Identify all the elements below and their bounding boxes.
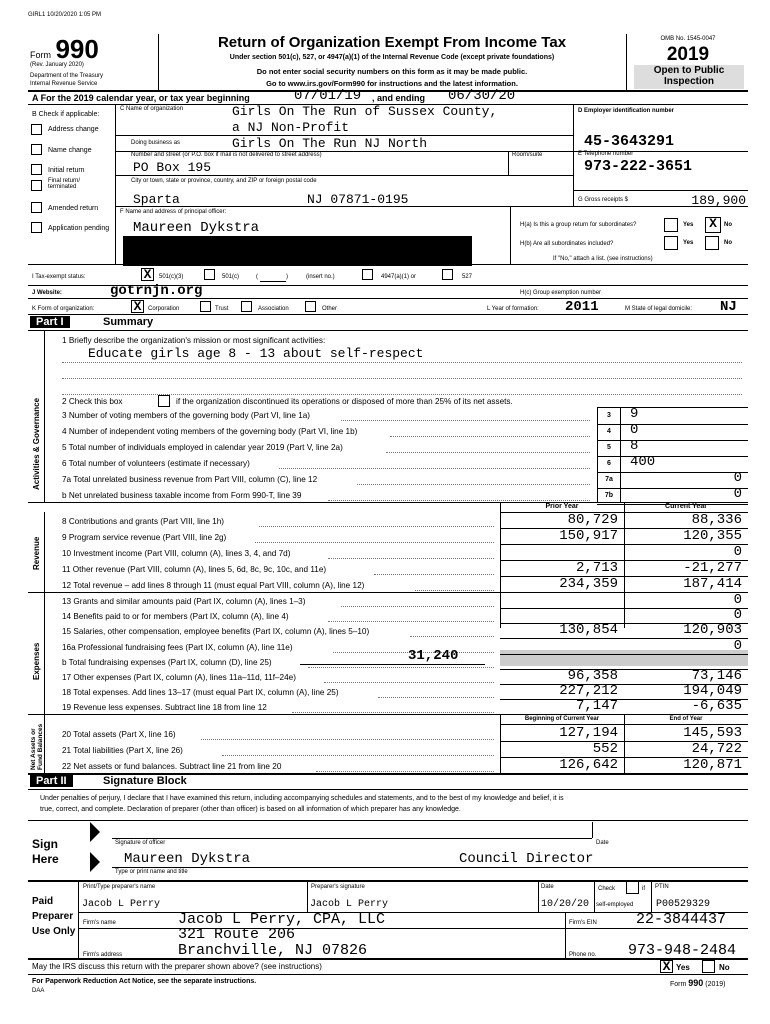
gov-line-ref: 5 — [607, 444, 611, 451]
gov-line-value: 0 — [733, 470, 742, 486]
side-revenue: Revenue — [32, 536, 41, 570]
sign-arrow-icon — [90, 822, 102, 882]
exp-line-text: 18 Total expenses. Add lines 13–17 (must equal Part IX, column (A), line 25) — [62, 688, 339, 698]
firm-name: Jacob L Perry, CPA, LLC — [178, 911, 386, 928]
exp-current-value: -6,635 — [691, 698, 742, 715]
leader-dots — [386, 452, 590, 453]
opt-4947: 4947(a)(1) or — [381, 274, 417, 280]
phone: 973-222-3651 — [584, 158, 693, 175]
net-line-text: 20 Total assets (Part X, line 16) — [62, 730, 176, 739]
exp-line-text: 15 Salaries, other compensation, employee benefits (Part IX, column (A), lines 5–10) — [62, 627, 370, 637]
h-a-label: H(a) Is this a group return for subordinates? — [520, 222, 637, 228]
rev-current-value: 120,355 — [683, 528, 742, 544]
discuss-no-box[interactable] — [702, 960, 715, 973]
h-a-yes-label: Yes — [683, 222, 694, 228]
row-rule — [597, 440, 748, 441]
dba-label: Doing business as — [131, 140, 181, 146]
check-4947[interactable] — [362, 269, 373, 280]
city-label: City or town, state or province, country, and ZIP or foreign postal code — [131, 178, 317, 184]
rev-prior-value: 234,359 — [559, 576, 618, 592]
line-a-label: A For the 2019 calendar year, or tax year beginning — [32, 93, 250, 103]
rev-line-text: 11 Other revenue (Part VIII, column (A), lines 5, 6d, 8c, 9c, 10c, and 11e) — [62, 565, 327, 574]
final-return-label: Final return/ terminated — [48, 178, 81, 190]
sig-date-label: Date — [596, 840, 609, 846]
city: Sparta — [133, 192, 180, 207]
paid-label: Paid — [32, 896, 54, 907]
open-public-text: Open to Public — [653, 65, 725, 76]
org-name-2: a NJ Non-Profit — [232, 120, 350, 135]
discuss-yes-label: Yes — [676, 963, 690, 972]
gov-line-value: 0 — [630, 422, 639, 438]
check-amended-return[interactable] — [31, 202, 42, 213]
preparer-date: 10/20/20 — [541, 899, 590, 910]
opt-association: Association — [258, 306, 289, 312]
leader-dots — [308, 667, 494, 668]
daa-label: DAA — [32, 988, 45, 994]
street-label: Number and street (or P.O. box if mail is not delivered to street address) — [131, 152, 322, 158]
leader-dots — [259, 526, 494, 527]
exp-current-value: 0 — [733, 592, 742, 608]
rev-current-value: 88,336 — [691, 512, 742, 528]
firm-ein-label: Firm's EIN — [569, 920, 597, 926]
check-line-2[interactable] — [158, 395, 170, 407]
exp-prior-value: 227,212 — [559, 683, 618, 700]
h-b-no-label: No — [724, 240, 732, 246]
exp-current-value: 73,146 — [691, 668, 742, 684]
leader-dots — [324, 682, 494, 683]
gross-receipts: 189,900 — [691, 193, 746, 208]
preparer-name: Jacob L Perry — [82, 899, 161, 910]
leader-dots — [328, 500, 590, 501]
h-b-yes-box[interactable] — [664, 236, 678, 250]
preparer-ptin: P00529329 — [656, 899, 711, 910]
exp-current-value: 0 — [733, 637, 742, 654]
tax-year-end: 06/30/20 — [448, 88, 516, 104]
gov-line-ref: 4 — [607, 428, 611, 435]
here-label: Here — [32, 852, 59, 866]
gov-line-text: 3 Number of voting members of the governing body (Part VI, line 1a) — [62, 411, 311, 420]
check-527[interactable] — [442, 269, 453, 280]
ptin-label: PTIN — [655, 884, 669, 890]
check-label: Check — [598, 886, 616, 892]
net-current-value: 145,593 — [683, 725, 742, 741]
h-a-yes-box[interactable] — [664, 218, 678, 232]
leader-dots — [378, 697, 494, 698]
h-a-no-label: No — [724, 222, 732, 228]
firm-address-2: Branchville, NJ 07826 — [178, 942, 368, 959]
net-line-text: 22 Net assets or fund balances. Subtract line 21 from line 20 — [62, 762, 282, 771]
if-label: if — [642, 886, 645, 892]
dept-treasury: Department of the Treasury — [30, 73, 104, 79]
exp-prior-value: 130,854 — [559, 622, 618, 639]
exp-line-text: 13 Grants and similar amounts paid (Part IX, column (A), lines 1–3) — [62, 597, 306, 606]
rev-prior-value: 2,713 — [575, 560, 618, 576]
sign-label: Sign — [32, 837, 58, 851]
year-formation: 2011 — [565, 299, 599, 315]
website[interactable]: gotrnjn.org — [110, 283, 203, 299]
leader-dots — [255, 542, 494, 543]
dba-name: Girls On The Run NJ North — [232, 136, 428, 151]
and-ending-label: , and ending — [372, 93, 425, 103]
inspection-text: Inspection — [663, 76, 714, 87]
section-b-label: B Check if applicable: — [32, 111, 100, 118]
opt-trust: Trust — [215, 306, 229, 312]
leader-dots — [410, 636, 494, 637]
rev-current-value: 187,414 — [683, 576, 742, 592]
name-change-label: Name change — [48, 147, 92, 154]
gov-line-ref: 7b — [604, 492, 614, 499]
opt-501c: 501(c) — [222, 274, 240, 280]
leader-dots — [222, 755, 494, 756]
opt-corporation: Corporation — [148, 306, 180, 312]
net-prior-value: 552 — [592, 741, 618, 757]
gov-line-ref: 3 — [607, 412, 611, 419]
phone-label: E Telephone number — [578, 151, 634, 157]
side-activities: Activities & Governance — [32, 397, 41, 490]
org-name-1: Girls On The Run of Sussex County, — [232, 104, 498, 119]
penalty-line-1: Under penalties of perjury, I declare that I have examined this return, including accompanying schedules and statements, and to the best of my knowledge and belief, it is — [40, 795, 564, 802]
form-number: 990 — [55, 34, 99, 64]
gov-line-text: 4 Number of independent voting members of the governing body (Part VI, line 1b) — [62, 427, 358, 436]
year-formation-label: L Year of formation: — [487, 306, 539, 312]
exp-current-value: 194,049 — [683, 683, 742, 700]
firm-name-label: Firm's name — [83, 920, 116, 926]
part2-title: Signature Block — [103, 775, 187, 787]
rev-line-text: 12 Total revenue – add lines 8 through 11 (must equal Part VIII, column (A), line 12) — [62, 581, 365, 590]
line-2b: if the organization discontinued its operations or disposed of more than 25% of its net assets. — [176, 397, 513, 406]
print-stamp: GIRL1 10/20/2020 1:05 PM — [28, 12, 102, 18]
leader-dots — [279, 468, 590, 469]
rev-line-text: 9 Program service revenue (Part VIII, line 2g) — [62, 533, 227, 542]
check-corporation[interactable]: X — [131, 300, 144, 313]
prior-year-header: Prior Year — [545, 503, 579, 510]
gov-line-ref: 7a — [605, 476, 613, 483]
net-current-value: 24,722 — [691, 741, 742, 757]
rev-line-text: 8 Contributions and grants (Part VIII, line 1h) — [62, 517, 225, 526]
opt-501c3: 501(c)(3) — [159, 274, 184, 280]
check-application-pending[interactable] — [31, 222, 42, 233]
tax-year-begin: 07/01/19 — [294, 88, 362, 104]
room-label: Room/suite — [512, 152, 543, 158]
check-address-change[interactable] — [31, 124, 42, 135]
firm-phone: 973-948-2484 — [628, 942, 737, 959]
leader-dots — [341, 420, 590, 421]
h-b-note: If "No," attach a list. (see instructions) — [553, 256, 653, 262]
part2-tag: Part II — [30, 775, 73, 787]
h-b-label: H(b) Are all subordinates included? — [520, 241, 614, 247]
fundraising-16b: 31,240 — [408, 648, 459, 664]
rev-line-text: 10 Investment income (Part VIII, column (A), lines 3, 4, and 7d) — [62, 549, 291, 558]
state-zip: NJ 07871-0195 — [307, 192, 409, 207]
firm-ein: 22-3844437 — [636, 911, 727, 928]
h-a-no-box[interactable]: X — [705, 217, 721, 233]
exp-prior-value: 7,147 — [575, 698, 618, 715]
officer-name: Maureen Dykstra — [124, 851, 251, 867]
exp-line-text: 16a Professional fundraising fees (Part IX, column (A), line 11e) — [62, 642, 293, 652]
form-subtitle: Under section 501(c), 527, or 4947(a)(1) of the Internal Revenue Code (except private foundations) — [229, 54, 555, 61]
form-title: Return of Organization Exempt From Income Tax — [217, 34, 567, 51]
gov-line-ref: 6 — [607, 460, 611, 467]
side-expenses: Expenses — [32, 642, 41, 680]
gov-line-text: 7a Total unrelated business revenue from Part VIII, column (C), line 12 — [62, 475, 318, 484]
check-name-change[interactable] — [31, 144, 42, 155]
self-employed-box[interactable] — [626, 881, 639, 894]
exp-current-value: 0 — [733, 607, 742, 624]
leader-dots — [328, 558, 494, 559]
h-b-yes-label: Yes — [683, 240, 694, 246]
exp-line-text: b Total fundraising expenses (Part IX, column (D), line 25) — [62, 657, 272, 667]
leader-dots — [328, 621, 494, 622]
gov-line-value: 8 — [630, 438, 639, 454]
eoy-header: End of Year — [669, 716, 703, 722]
gov-line-text: b Net unrelated business taxable income from Form 990-T, line 39 — [62, 491, 302, 500]
address-change-label: Address change — [48, 126, 99, 133]
check-association[interactable] — [241, 301, 252, 312]
line-1: 1 Briefly describe the organization's mission or most significant activities: — [62, 336, 326, 345]
leader-dots — [341, 606, 494, 607]
exp-line-text: 19 Revenue less expenses. Subtract line 18 from line 12 — [62, 703, 267, 713]
check-501c[interactable] — [204, 269, 215, 280]
discuss-yes-box[interactable]: X — [660, 960, 673, 973]
part1-tag: Part I — [30, 316, 70, 328]
leader-dots — [374, 574, 495, 575]
opt-527: 527 — [462, 274, 473, 280]
form-rev: (Rev. January 2020) — [30, 62, 84, 68]
net-prior-value: 126,642 — [559, 757, 618, 773]
check-other[interactable] — [305, 301, 316, 312]
exp-prior-value: 96,358 — [567, 668, 618, 684]
gov-line-text: 6 Total number of volunteers (estimate if necessary) — [62, 459, 250, 468]
check-trust[interactable] — [200, 301, 211, 312]
h-b-no-box[interactable] — [705, 236, 719, 250]
prep-name-label: Print/Type preparer's name — [83, 884, 156, 890]
net-line-text: 21 Total liabilities (Part X, line 26) — [62, 746, 183, 755]
leader-dots — [390, 436, 590, 437]
org-name-label: C Name of organization — [120, 106, 184, 112]
rev-prior-value: 80,729 — [567, 512, 618, 528]
rev-prior-value: 150,917 — [559, 528, 618, 544]
line-2: 2 Check this box — [62, 397, 123, 406]
tax-year: 2019 — [666, 44, 710, 65]
use-only-label: Use Only — [32, 926, 76, 937]
mission: Educate girls age 8 - 13 about self-respect — [88, 346, 424, 361]
prep-date-label: Date — [541, 884, 554, 890]
preparer-label: Preparer — [32, 911, 74, 922]
amended-return-label: Amended return — [48, 205, 99, 212]
form-word: Form — [30, 50, 51, 60]
omb-number: OMB No. 1545-0047 — [660, 36, 716, 42]
row-rule — [597, 424, 748, 425]
exp-current-value: 120,903 — [683, 622, 742, 639]
firm-address-label: Firm's address — [83, 952, 123, 958]
discuss-no-label: No — [719, 963, 730, 972]
gov-line-value: 400 — [630, 454, 656, 470]
leader-dots — [357, 484, 590, 485]
leader-dots — [415, 590, 495, 591]
line-k-label: K Form of organization: — [32, 306, 95, 312]
gov-line-text: 5 Total number of individuals employed in calendar year 2019 (Part V, line 2a) — [62, 443, 343, 452]
principal-officer: Maureen Dykstra — [133, 220, 260, 236]
officer-title: Council Director — [459, 851, 594, 867]
domicile-label: M State of legal domicile: — [625, 306, 693, 312]
preparer-signature: Jacob L Perry — [310, 899, 389, 910]
self-employed-label: self-employed — [596, 902, 634, 908]
instructions-link[interactable]: Go to www.irs.gov/Form990 for instructions and the latest information. — [266, 79, 518, 88]
line-j-label: J Website: — [32, 290, 62, 296]
street-address: PO Box 195 — [133, 160, 212, 175]
net-current-value: 120,871 — [683, 757, 742, 773]
check-final-return[interactable] — [31, 180, 42, 191]
gov-line-value: 9 — [630, 406, 639, 422]
net-prior-value: 127,194 — [559, 725, 618, 741]
open-public-badge — [634, 65, 744, 89]
ssn-warning: Do not enter social security numbers on this form as it may be made public. — [256, 67, 528, 76]
row-rule — [597, 456, 748, 457]
h-c-label: H(c) Group exemption number — [520, 290, 602, 296]
leader-dots — [316, 771, 494, 772]
line-i-label: I Tax-exempt status: — [32, 274, 86, 280]
redacted-officer-address — [123, 236, 472, 266]
row-rule — [500, 654, 748, 655]
rev-current-value: 0 — [733, 544, 742, 560]
discuss-question: May the IRS discuss this return with the preparer shown above? (see instructions) — [32, 962, 322, 971]
opt-other: Other — [322, 306, 338, 312]
part1-title: Summary — [103, 316, 154, 328]
check-501c3[interactable]: X — [141, 268, 154, 281]
leader-dots — [201, 739, 494, 740]
exp-line-text: 17 Other expenses (Part IX, column (A), lines 11a–11d, 11f–24e) — [62, 673, 296, 682]
pra-notice: For Paperwork Reduction Act Notice, see the separate instructions. — [32, 978, 257, 985]
ein-label: D Employer identification number — [578, 108, 675, 114]
exp-line-text: 14 Benefits paid to or for members (Part IX, column (A), line 4) — [62, 612, 289, 622]
penalty-line-2: true, correct, and complete. Declaration of preparer (other than officer) is based on all information of which preparer has any knowledge. — [40, 806, 461, 813]
rev-current-value: -21,277 — [683, 560, 742, 576]
prep-sig-label: Preparer's signature — [311, 884, 365, 890]
gov-line-value: 0 — [733, 486, 742, 502]
firm-address-1: 321 Route 206 — [178, 926, 296, 943]
side-net-assets: Net Assets or Fund Balances — [30, 723, 44, 770]
current-year-header: Current Year — [665, 503, 707, 510]
ein: 45-3643291 — [584, 133, 675, 150]
initial-return-label: Initial return — [48, 167, 85, 174]
form-id — [30, 34, 99, 65]
check-initial-return[interactable] — [31, 164, 42, 175]
boy-header: Beginning of Current Year — [524, 716, 600, 722]
type-name-label: Type or print name and title — [115, 869, 188, 875]
firm-phone-label: Phone no. — [569, 952, 597, 958]
opt-insert-no: (insert no.) — [306, 274, 335, 280]
officer-label: F Name and address of principal officer: — [120, 209, 227, 215]
application-pending-label: Application pending — [48, 225, 110, 232]
gross-receipts-label: G Gross receipts $ — [578, 197, 629, 203]
footer-form-ref: Form 990 (2019) — [670, 978, 726, 988]
dept-irs: Internal Revenue Service — [30, 81, 98, 87]
domicile-state: NJ — [720, 299, 737, 315]
sig-officer-label: Signature of officer — [115, 840, 166, 846]
